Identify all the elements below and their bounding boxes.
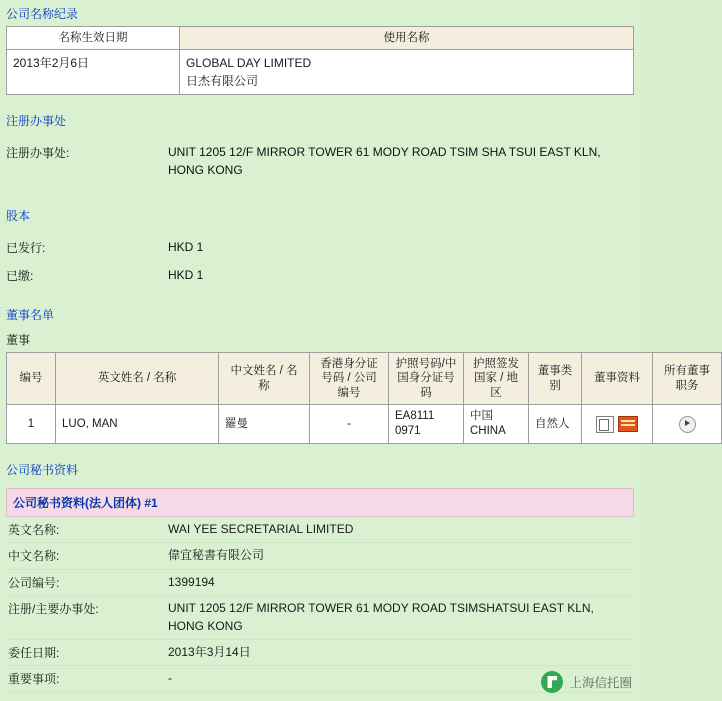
used-name-en: GLOBAL DAY LIMITED bbox=[186, 56, 312, 71]
column-header-issuing-country: 护照签发国家 / 地区 bbox=[464, 352, 529, 404]
directors-subtitle: 董事 bbox=[6, 332, 31, 347]
column-header-used-name: 使用名称 bbox=[180, 27, 634, 50]
label-company-no: 公司编号: bbox=[8, 575, 60, 590]
value-important: - bbox=[168, 671, 172, 686]
document-icon[interactable] bbox=[596, 416, 614, 433]
used-name-cn: 日杰有限公司 bbox=[186, 74, 259, 89]
value-appointment-date: 2013年3月14日 bbox=[168, 644, 251, 659]
secretary-details bbox=[6, 517, 634, 693]
registered-office-label: 注册办事处: bbox=[6, 146, 70, 161]
play-circle-icon[interactable] bbox=[679, 416, 696, 433]
value-office: UNIT 1205 12/F MIRROR TOWER 61 MODY ROAD TSIMSHATSUI EAST KLN, HONG KONG bbox=[168, 601, 594, 633]
secretary-row-company-no bbox=[6, 570, 634, 596]
column-header-no: 编号 bbox=[7, 352, 56, 404]
share-paid-label: 已缴: bbox=[6, 268, 34, 283]
secretary-row-name-en bbox=[6, 517, 634, 543]
orange-record-icon[interactable] bbox=[618, 416, 638, 432]
cell-issuing-country: 中国 CHINA bbox=[464, 405, 529, 444]
column-header-director-type: 董事类别 bbox=[529, 352, 582, 404]
share-issued-value: HKD 1 bbox=[168, 240, 204, 255]
directors-title: 董事名单 bbox=[6, 307, 55, 322]
table-header-row bbox=[7, 27, 634, 50]
value-name-cn: 偉宜秘書有限公司 bbox=[168, 548, 265, 563]
secretary-row-name-cn bbox=[6, 543, 634, 569]
cell-used-names bbox=[180, 50, 634, 95]
directors-table bbox=[6, 352, 722, 444]
company-name-table bbox=[6, 26, 634, 95]
cell-no: 1 bbox=[7, 405, 56, 444]
secretary-row-office bbox=[6, 596, 634, 640]
column-header-name-cn: 中文姓名 / 名称 bbox=[219, 352, 310, 404]
wechat-logo-icon bbox=[541, 671, 563, 693]
table-row bbox=[7, 405, 722, 444]
secretary-link[interactable]: 公司秘书资料 bbox=[6, 462, 79, 477]
cell-director-data bbox=[582, 405, 653, 444]
share-capital-title: 股本 bbox=[6, 209, 31, 224]
registered-office-value: UNIT 1205 12/F MIRROR TOWER 61 MODY ROAD TSIM SHA TSUI EAST KLN, HONG KONG bbox=[168, 145, 601, 177]
value-name-en: WAI YEE SECRETARIAL LIMITED bbox=[168, 521, 354, 536]
cell-director-type: 自然人 bbox=[529, 405, 582, 444]
cell-hkid: - bbox=[310, 405, 389, 444]
cell-all-positions bbox=[653, 405, 722, 444]
table-header-row bbox=[7, 352, 722, 404]
label-appointment-date: 委任日期: bbox=[8, 645, 60, 660]
table-row bbox=[7, 50, 634, 95]
company-name-records-title: 公司名称纪录 bbox=[6, 7, 79, 21]
cell-effective-date: 2013年2月6日 bbox=[7, 50, 180, 95]
watermark-text: 上海信托圈 bbox=[569, 676, 632, 690]
cell-passport: EA8111 0971 bbox=[389, 405, 464, 444]
secretary-row-appointment-date bbox=[6, 640, 634, 666]
value-company-no: 1399194 bbox=[168, 574, 215, 589]
watermark bbox=[541, 671, 632, 693]
share-paid-row bbox=[0, 262, 640, 289]
registered-office-row bbox=[0, 139, 640, 184]
cell-name-cn: 羅曼 bbox=[219, 405, 310, 444]
share-issued-row bbox=[0, 234, 640, 261]
column-header-all-positions: 所有董事职务 bbox=[653, 352, 722, 404]
cell-name-en: LUO, MAN bbox=[56, 405, 219, 444]
column-header-name-en: 英文姓名 / 名称 bbox=[56, 352, 219, 404]
label-office: 注册/主要办事处: bbox=[8, 602, 99, 617]
secretary-section-title: 公司秘书资料(法人团体) #1 bbox=[6, 488, 634, 517]
share-issued-label: 已发行: bbox=[6, 241, 46, 256]
column-header-director-data: 董事资料 bbox=[582, 352, 653, 404]
column-header-passport: 护照号码/中国身分证号码 bbox=[389, 352, 464, 404]
label-name-cn: 中文名称: bbox=[8, 549, 60, 564]
label-name-en: 英文名称: bbox=[8, 522, 60, 537]
secretary-row-important bbox=[6, 666, 634, 692]
label-important: 重要事项: bbox=[8, 672, 60, 687]
share-paid-value: HKD 1 bbox=[168, 267, 204, 282]
column-header-effective-date: 名称生效日期 bbox=[7, 27, 180, 50]
column-header-hkid: 香港身分证号码 / 公司编号 bbox=[310, 352, 389, 404]
registered-office-title: 注册办事处 bbox=[6, 114, 67, 129]
